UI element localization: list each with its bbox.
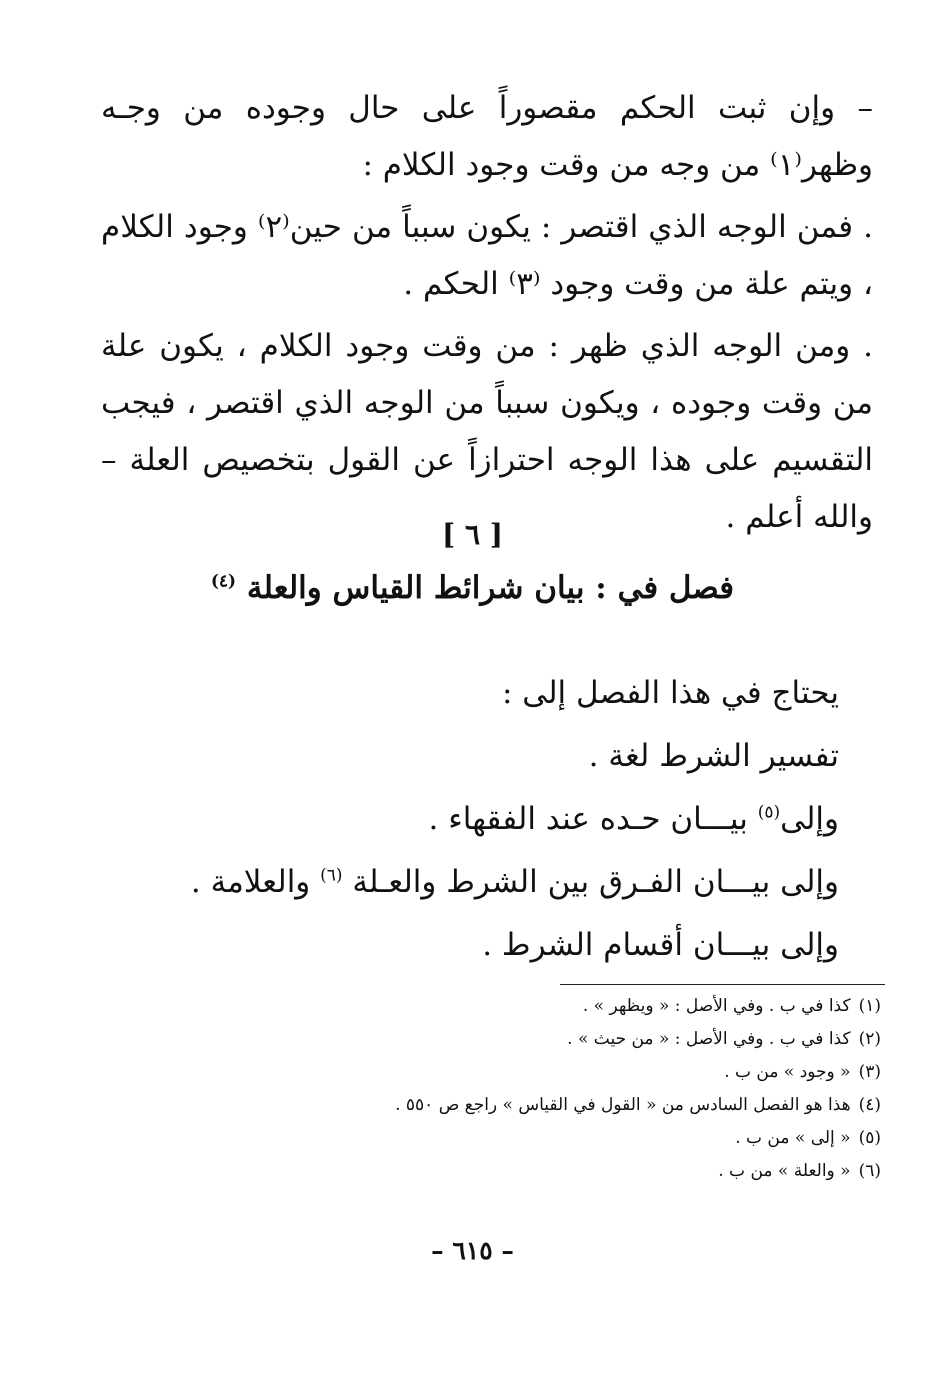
footnote-text: هذا هو الفصل السادس من « القول في القياس » راجع ص ٥٥٠ .	[395, 1095, 851, 1115]
footnote-divider	[560, 984, 885, 985]
footnote-text: « وجود » من ب .	[724, 1062, 851, 1082]
chapter-outline	[139, 662, 839, 977]
body-paragraph-2: . فمن الوجه الذي اقتصر : يكون سبباً من حين⁽٢⁾ وجود الكلام ، ويتم علة من وقت وجود ⁽٣⁾ الحكم .	[101, 209, 873, 302]
footnote	[181, 990, 881, 1023]
outline-line-1: يحتاج في هذا الفصل إلى :	[501, 675, 839, 711]
footnote-text: « إلى » من ب .	[735, 1128, 851, 1148]
outline-line-3-end: بيـــان حـده عند الفقهاء .	[428, 801, 758, 837]
footnote	[181, 1023, 881, 1056]
footnote-number: (٢)	[858, 1029, 881, 1049]
footnote-ref-4: (٤)	[210, 571, 237, 592]
outline-line-4-start: وإلى بيـــان الفـرق بين الشرط والعـلة	[352, 864, 839, 900]
footnotes	[181, 990, 881, 1188]
outline-line-4-end: والعلامة .	[190, 864, 321, 900]
footnote-ref-6: (٦)	[320, 865, 343, 886]
outline-line-2: تفسير الشرط لغة .	[588, 738, 839, 774]
footnote	[181, 1155, 881, 1188]
footnote-number: (٣)	[858, 1062, 881, 1082]
outline-line-5: وإلى بيـــان أقسام الشرط .	[482, 927, 839, 963]
body-paragraph-3: . ومن الوجه الذي ظهر : من وقت وجود الكلام ، يكون علة من وقت وجوده ، ويكون سبباً من الوجه الذي اقتصر ، فيجب التقسيم على هذا الوجه احترازاً عن القول بتخصيص العلة – والله أعلم .	[101, 328, 873, 535]
footnote-number: (١)	[858, 996, 881, 1016]
footnote	[181, 1056, 881, 1089]
footnote-number: (٤)	[858, 1095, 881, 1115]
section-number: [ ٦ ]	[441, 518, 504, 551]
footnote-text: كذا في ب . وفي الأصل : « ويظهر » .	[582, 996, 851, 1016]
footnote	[181, 1089, 881, 1122]
outline-line-3	[139, 788, 839, 851]
section-title: فصل في : بيان شرائط القياس والعلة	[246, 570, 735, 606]
footnote-number: (٦)	[858, 1161, 881, 1181]
outline-line-4	[139, 851, 839, 914]
footnote-ref-5: (٥)	[757, 802, 781, 823]
footnote-text: كذا في ب . وفي الأصل : « من حيث » .	[567, 1029, 851, 1049]
section-heading	[0, 570, 945, 606]
body-paragraph-1: – وإن ثبت الحكم مقصوراً على حال وجوده من وجـه وظهر⁽١⁾ من وجه من وقت وجود الكلام :	[101, 90, 873, 183]
footnote-number: (٥)	[858, 1128, 881, 1148]
footnote-text: « والعلة » من ب .	[718, 1161, 851, 1181]
outline-line-3-start: وإلى	[780, 801, 839, 837]
footnote	[181, 1122, 881, 1155]
page-number: – ٦١٥ –	[431, 1236, 514, 1265]
